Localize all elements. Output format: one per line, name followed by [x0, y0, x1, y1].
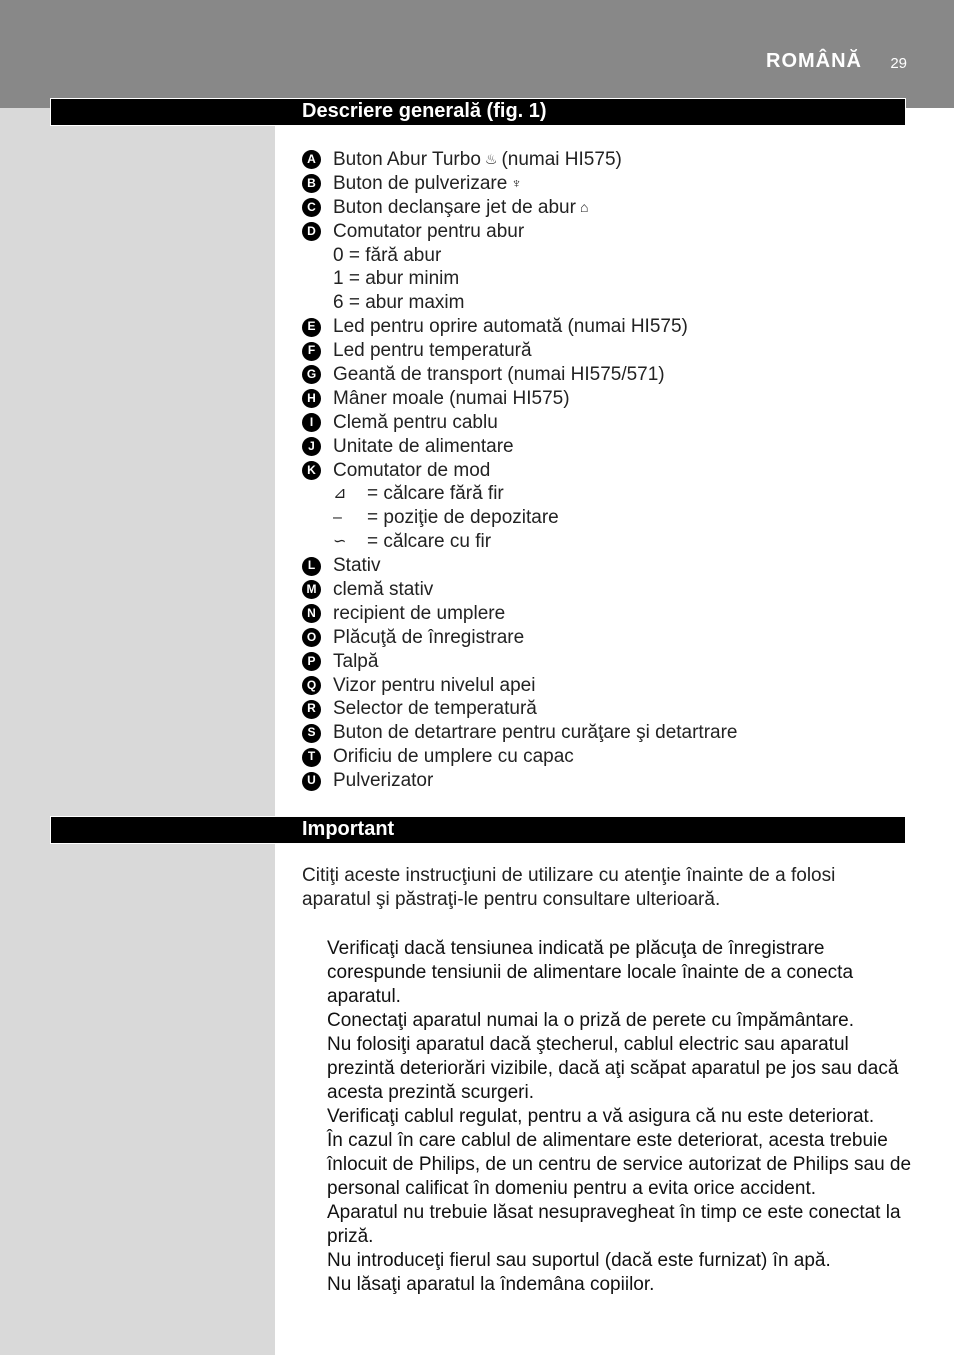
letter-badge: K	[302, 461, 321, 480]
list-item	[302, 626, 922, 650]
item-text: recipient de umplere	[333, 602, 506, 624]
list-item	[302, 387, 922, 411]
letter-badge: D	[302, 222, 321, 241]
letter-badge: C	[302, 198, 321, 217]
language-label: ROMÂNĂ	[766, 50, 862, 72]
list-item	[302, 315, 922, 339]
list-item	[302, 363, 922, 387]
section-title-bar	[50, 816, 906, 844]
item-text: Mâner moale (numai HI575)	[333, 387, 570, 409]
spray-icon: ♆	[511, 174, 522, 191]
list-item	[302, 769, 922, 793]
warning-item: În cazul în care cablul de alimentare este deteriorat, acesta trebuie înlocuit de Philips, de un centru de service autorizat de Philips sau de personal calificat în domeniu pentru a evita orice accident.	[327, 1130, 912, 1199]
letter-badge: A	[302, 150, 321, 169]
letter-badge: Q	[302, 676, 321, 695]
item-text: Led pentru oprire automată (numai HI575)	[333, 316, 688, 338]
letter-badge: S	[302, 724, 321, 743]
warning-item: Aparatul nu trebuie lăsat nesupravegheat în timp ce este conectat la priză.	[327, 1202, 901, 1247]
warnings-list	[327, 937, 917, 1297]
mode-setting	[302, 506, 922, 530]
letter-badge: U	[302, 772, 321, 791]
item-text: Selector de temperatură	[333, 698, 537, 720]
item-text: Talpă	[333, 650, 379, 672]
warning-item: Verificaţi cablul regulat, pentru a vă asigura că nu este deteriorat.	[327, 1106, 875, 1127]
steam-setting: 0 = fără abur	[333, 244, 442, 266]
letter-badge: E	[302, 318, 321, 337]
item-text: Unitate de alimentare	[333, 435, 514, 457]
steam-jet-icon: ⌂	[579, 198, 589, 215]
warning-item: Nu introduceţi fierul sau suportul (dacă este furnizat) în apă.	[327, 1250, 831, 1271]
section-title-bar	[50, 98, 906, 126]
item-text: Buton declanşare jet de abur	[333, 196, 576, 218]
list-item	[302, 196, 922, 220]
letter-badge: R	[302, 700, 321, 719]
intro-paragraph: Citiţi aceste instrucţiuni de utilizare cu atenţie înainte de a folosi aparatul şi păstraţi-le pentru consultare ulterioară.	[302, 865, 836, 910]
list-item	[302, 148, 922, 172]
warning-item: Nu folosiţi aparatul dacă ştecherul, cablul electric sau aparatul prezintă deteriorări vizibile, dacă aţi scăpat aparatul pe jos sau dacă acesta prezintă scurgeri.	[327, 1034, 899, 1103]
letter-badge: J	[302, 437, 321, 456]
item-text: Vizor pentru nivelul apei	[333, 674, 536, 696]
letter-badge: P	[302, 652, 321, 671]
item-text: Led pentru temperatură	[333, 340, 532, 362]
page-number: 29	[890, 55, 907, 72]
letter-badge: T	[302, 748, 321, 767]
warning-item: Nu lăsaţi aparatul la îndemâna copiilor.	[327, 1274, 655, 1295]
letter-badge: B	[302, 174, 321, 193]
item-text: Buton de pulverizare	[333, 172, 508, 194]
item-text: Buton Abur Turbo	[333, 149, 481, 170]
list-item	[302, 602, 922, 626]
left-margin-column	[0, 108, 275, 1355]
item-text: clemă stativ	[333, 579, 434, 601]
list-item	[302, 411, 922, 435]
list-item	[302, 721, 922, 745]
item-text: Pulverizator	[333, 770, 434, 792]
list-item	[302, 339, 922, 363]
list-item	[302, 220, 922, 244]
letter-badge: N	[302, 604, 321, 623]
list-item	[302, 578, 922, 602]
item-text: Plăcuţă de înregistrare	[333, 626, 525, 648]
list-item	[302, 459, 922, 483]
item-text: Geantă de transport (numai HI575/571)	[333, 364, 665, 386]
warning-item: Verificaţi dacă tensiunea indicată pe plăcuţa de înregistrare corespunde tensiunii de alimentare locale înainte de a conecta aparatul.	[327, 938, 854, 1007]
warning-item: Conectaţi aparatul numai la o priză de perete cu împământare.	[327, 1010, 855, 1031]
section-title: Important	[302, 818, 395, 840]
list-item	[302, 745, 922, 769]
mode-text: = poziţie de depozitare	[367, 507, 559, 529]
letter-badge: H	[302, 389, 321, 408]
list-item	[302, 435, 922, 459]
steam-icon: ♨	[484, 151, 498, 167]
parts-list	[302, 148, 922, 793]
letter-badge: O	[302, 628, 321, 647]
list-item	[302, 554, 922, 578]
mode-text: = călcare fără fir	[367, 483, 504, 505]
letter-badge: I	[302, 413, 321, 432]
item-text: Stativ	[333, 555, 381, 577]
corded-iron-icon: ∽	[333, 533, 347, 551]
item-text: Orificiu de umplere cu capac	[333, 746, 574, 768]
list-item	[302, 650, 922, 674]
letter-badge: M	[302, 580, 321, 599]
mode-text: = călcare cu fir	[367, 531, 492, 553]
item-text: Comutator pentru abur	[333, 220, 525, 242]
section-title: Descriere generală (fig. 1)	[302, 100, 547, 122]
item-text: Clemă pentru cablu	[333, 411, 498, 433]
item-text: Buton de detartrare pentru curăţare şi detartrare	[333, 722, 738, 744]
item-text: Comutator de mod	[333, 459, 491, 481]
cordless-iron-icon: ⊿	[333, 485, 347, 503]
letter-badge: F	[302, 342, 321, 361]
mode-setting	[302, 482, 922, 506]
list-item	[302, 697, 922, 721]
letter-badge: L	[302, 557, 321, 576]
item-suffix: (numai HI575)	[501, 149, 622, 170]
letter-badge: G	[302, 365, 321, 384]
steam-setting: 6 = abur maxim	[333, 292, 465, 314]
steam-setting: 1 = abur minim	[333, 268, 460, 290]
storage-position-icon: –	[333, 509, 342, 527]
list-item	[302, 674, 922, 698]
mode-setting	[302, 530, 922, 554]
list-item	[302, 172, 922, 196]
